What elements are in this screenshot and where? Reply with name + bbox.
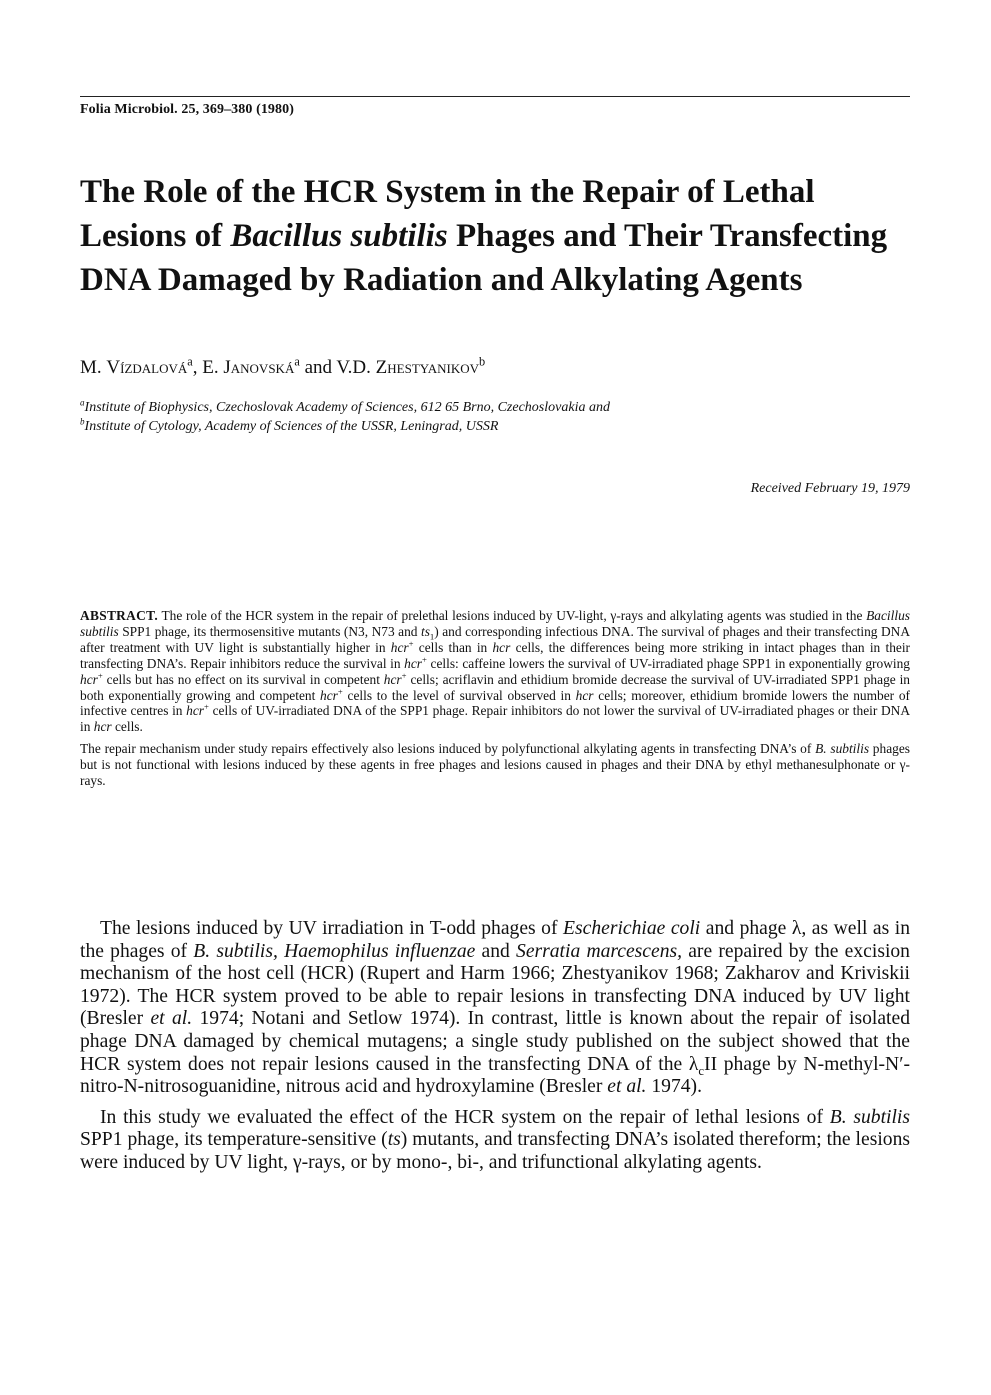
superscript: +: [422, 654, 427, 665]
text-run: cells, the differences being more striking in intact phages than in their transfecting DNA’s. Repair inhibitors reduce the survival in: [80, 639, 911, 671]
text-run: The role of the HCR system in the repair of prelethal lesions induced by UV-light, γ-rays and alkylating agents was studied in the: [157, 608, 867, 623]
text-run: SPP1 phage, its temperature-sensitive (: [80, 1129, 388, 1151]
species-name: Bacillus subtilis: [80, 608, 910, 639]
subscript: c: [698, 1063, 705, 1078]
title-species: Bacillus subtilis: [230, 218, 448, 254]
superscript: +: [97, 670, 103, 681]
author-affil-mark: a: [187, 354, 193, 369]
text-run: cells: caffeine lowers the survival of UV-irradiated phage SPP1 in exponentially growing: [426, 655, 910, 671]
author-name: Vízdalová: [106, 357, 188, 378]
superscript: +: [408, 638, 414, 649]
affiliation-text: Institute of Biophysics, Czechoslovak Academy of Sciences, 612 65 Brno, Czechoslovakia and: [84, 400, 610, 415]
text-run: cells to the level of survival observed in: [342, 687, 576, 703]
received-date: Received February 19, 1979: [750, 481, 910, 496]
body-text: [80, 918, 910, 1175]
text-run: The lesions induced by UV irradiation in T-odd phages of: [100, 918, 564, 939]
affiliation: [80, 417, 920, 436]
text-run: cells; acriflavin and ethidium bromide decrease the survival of UV-irradiated SPP1 phage in both exponentially growing and competent: [80, 671, 910, 703]
gene-name: hcr: [404, 655, 423, 671]
superscript: +: [337, 686, 343, 697]
text-run: 1974).: [646, 1076, 702, 1098]
abstract-paragraph: [80, 608, 910, 735]
text-run: ) and corresponding infectious DNA. The survival of phages and their transfecting DNA after treatment with UV light is substantially higher in: [80, 623, 910, 655]
text-run: 1974; Notani and Setlow 1974). In contrast, little is known about the repair of isolated phage DNA damaged by chemical mutagens; a single study published on the subject showed that the HCR system does not repair lesions caused in the transfecting DNA of the λ: [80, 1008, 910, 1075]
gene-name: hcr: [93, 719, 112, 735]
superscript: +: [401, 670, 407, 681]
gene-name: hcr: [383, 671, 402, 687]
species-name: B. subtilis, Haemophilus influenzae: [193, 940, 476, 962]
text-run: are repaired by the excision mechanism of the host cell (HCR) (Rupert and Harm 1966; Zhestyanikov 1968; Zakharov and Kriviskii 1972). The HCR system proved to be able to repair lesions in transfecting DNA induced by UV light (Bresler: [80, 940, 910, 1030]
superscript: +: [204, 701, 209, 712]
body-paragraph: [80, 1107, 910, 1175]
title-part: The Role of the HCR System in the Repair of Lethal Lesions of: [80, 174, 815, 254]
species-name: Serratia marcescens,: [516, 940, 683, 962]
text-run: cells than in: [413, 639, 493, 655]
gene-name: hcr: [492, 639, 511, 655]
abstract: [80, 608, 910, 789]
text-run: cells; moreover, ethidium bromide lowers the number of infective centres in: [80, 687, 911, 719]
author-initial: M.: [80, 357, 107, 378]
text-run: The repair mechanism under study repairs effectively also lesions induced by polyfunctional alkylating agents in transfecting DNA’s of: [80, 741, 816, 757]
gene-name: hcr: [320, 687, 338, 703]
text-run: ) mutants, and transfecting DNA’s isolated thereform; the lesions were induced by UV light, γ-rays, or by mono-, bi-, and trifunctional alkylating agents.: [80, 1129, 910, 1173]
title-part: Phages and Their Transfecting DNA Damaged by Radiation and Alkylating Agents: [80, 218, 888, 298]
mutant-name: ts: [420, 623, 430, 639]
affiliation-mark: a: [80, 397, 85, 408]
et-al: et al.: [607, 1076, 647, 1098]
affiliations: [80, 398, 920, 436]
mutant-name: ts: [387, 1129, 401, 1151]
text-run: and: [475, 940, 517, 962]
header-rule: [80, 96, 910, 97]
text-run: cells.: [111, 719, 143, 735]
abstract-label: ABSTRACT.: [80, 608, 158, 623]
author-name: Zhestyanikov: [375, 357, 479, 378]
text-run: cells but has no effect on its survival in competent: [102, 671, 384, 687]
text-run: and phage λ, as well as in the phages of: [80, 918, 911, 962]
text-run: In this study we evaluated the effect of the HCR system on the repair of lethal lesions of: [100, 1106, 830, 1128]
author-list: [80, 354, 900, 379]
subscript: 1: [429, 631, 435, 642]
gene-name: hcr: [390, 639, 409, 655]
species-name: Escherichiae coli: [563, 918, 701, 939]
author-affil-mark: a: [294, 354, 300, 369]
species-name: B. subtilis: [815, 741, 870, 757]
text-run: cells of UV-irradiated DNA of the SPP1 phage. Repair inhibitors do not lower the survival of UV-irradiated phages or their DNA in: [80, 703, 911, 735]
text-run: phages but is not functional with lesions induced by these agents in free phages and lesions caused in phages and their DNA by ethyl methanesulphonate or γ-rays.: [80, 741, 910, 789]
author-separator: and V.D.: [299, 357, 376, 378]
author-name: Janovská: [223, 357, 295, 378]
affiliation: [80, 398, 920, 417]
text-run: II phage by N-methyl-N′-nitro-N-nitrosoguanidine, nitrous acid and hydroxylamine (Bresler: [80, 1053, 911, 1098]
author-affil-mark: b: [478, 354, 486, 369]
gene-name: hcr: [186, 703, 205, 719]
affiliation-text: Institute of Cytology, Academy of Sciences of the USSR, Leningrad, USSR: [84, 419, 499, 434]
abstract-paragraph: [80, 741, 910, 789]
species-name: B. subtilis: [829, 1106, 911, 1128]
author-separator: , E.: [192, 357, 224, 378]
et-al: et al.: [150, 1008, 193, 1030]
paper-title: [80, 170, 920, 302]
gene-name: hcr: [575, 687, 594, 703]
gene-name: hcr: [80, 671, 98, 687]
body-paragraph: [80, 918, 910, 1099]
journal-citation: Folia Microbiol. 25, 369–380 (1980): [80, 102, 294, 117]
affiliation-mark: b: [80, 416, 85, 427]
text-run: SPP1 phage, its thermosensitive mutants (N3, N73 and: [118, 623, 421, 639]
